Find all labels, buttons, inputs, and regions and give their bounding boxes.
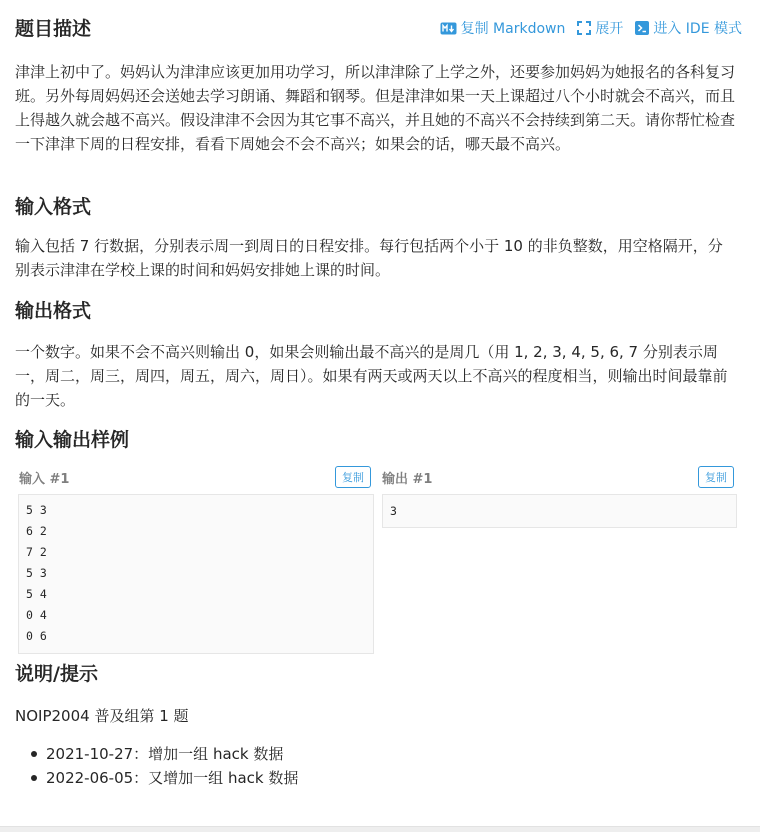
output-format-text: 一个数字。如果不会不高兴则输出 0，如果会则输出最不高兴的是周几（用 1, 2, 3, 4, 5, 6, 7 分别表示周一，周二，周三，周四，周五，周六，周日）。如果有两天或两天以上不高兴的程度相当，则输出时间最靠前的一天。 <box>15 343 728 409</box>
samples-title: 输入输出样例 <box>15 429 130 451</box>
list-item: 2022-06-05：又增加一组 hack 数据 <box>28 766 298 790</box>
list-item: 2021-10-27：增加一组 hack 数据 <box>28 742 298 766</box>
description-text: 津津上初中了。妈妈认为津津应该更加用功学习，所以津津除了上学之外，还要参加妈妈为她报名的各科复习班。另外每周妈妈还会送她去学习朗诵、舞蹈和钢琴。但是津津如果一天上课超过八个小时就会不高兴，而且上得越久就会越不高兴。假设津津不会因为其它事不高兴，并且她的不高兴不会持续到第二天。请你帮忙检查一下津津下周的日程安排，看看下周她会不会不高兴；如果会的话，哪天最不高兴。 <box>15 63 736 153</box>
header-actions <box>440 18 742 38</box>
hint-title: 说明/提示 <box>15 663 98 685</box>
sample-input-line: 5 3 <box>26 503 47 517</box>
expand-label: 展开 <box>595 21 624 37</box>
sample-input-line: 0 6 <box>26 629 47 643</box>
expand-button[interactable] <box>577 18 623 38</box>
expand-icon <box>577 21 591 35</box>
sample-input-label: 输入 #1 <box>19 472 70 487</box>
sample-input-line: 7 2 <box>26 545 47 559</box>
sample-input-line: 6 2 <box>26 524 47 538</box>
copy-input-button[interactable]: 复制 <box>335 466 371 488</box>
markdown-icon <box>440 22 457 35</box>
sample-input-box[interactable] <box>18 494 374 654</box>
enter-ide-button[interactable] <box>635 18 742 38</box>
bottom-divider <box>0 826 760 832</box>
sample-output-label: 输出 #1 <box>382 472 433 487</box>
sample-input-line: 0 4 <box>26 608 47 622</box>
output-format-title: 输出格式 <box>15 300 92 322</box>
sample-input-line: 5 4 <box>26 587 47 601</box>
sample-output-line: 3 <box>390 504 397 518</box>
sample-output-box[interactable] <box>382 494 737 528</box>
copy-markdown-label: 复制 Markdown <box>460 21 566 37</box>
copy-output-button[interactable]: 复制 <box>698 466 734 488</box>
input-format-text: 输入包括 7 行数据，分别表示周一到周日的日程安排。每行包括两个小于 10 的非负整数，用空格隔开，分别表示津津在学校上课的时间和妈妈安排她上课的时间。 <box>15 237 723 279</box>
enter-ide-label: 进入 IDE 模式 <box>653 21 742 37</box>
hint-list <box>28 742 298 790</box>
terminal-icon <box>635 21 649 35</box>
input-format-title: 输入格式 <box>15 196 92 218</box>
copy-markdown-button[interactable] <box>440 18 566 38</box>
description-title: 题目描述 <box>15 18 92 40</box>
hint-source: NOIP2004 普及组第 1 题 <box>15 707 189 725</box>
sample-input-line: 5 3 <box>26 566 47 580</box>
